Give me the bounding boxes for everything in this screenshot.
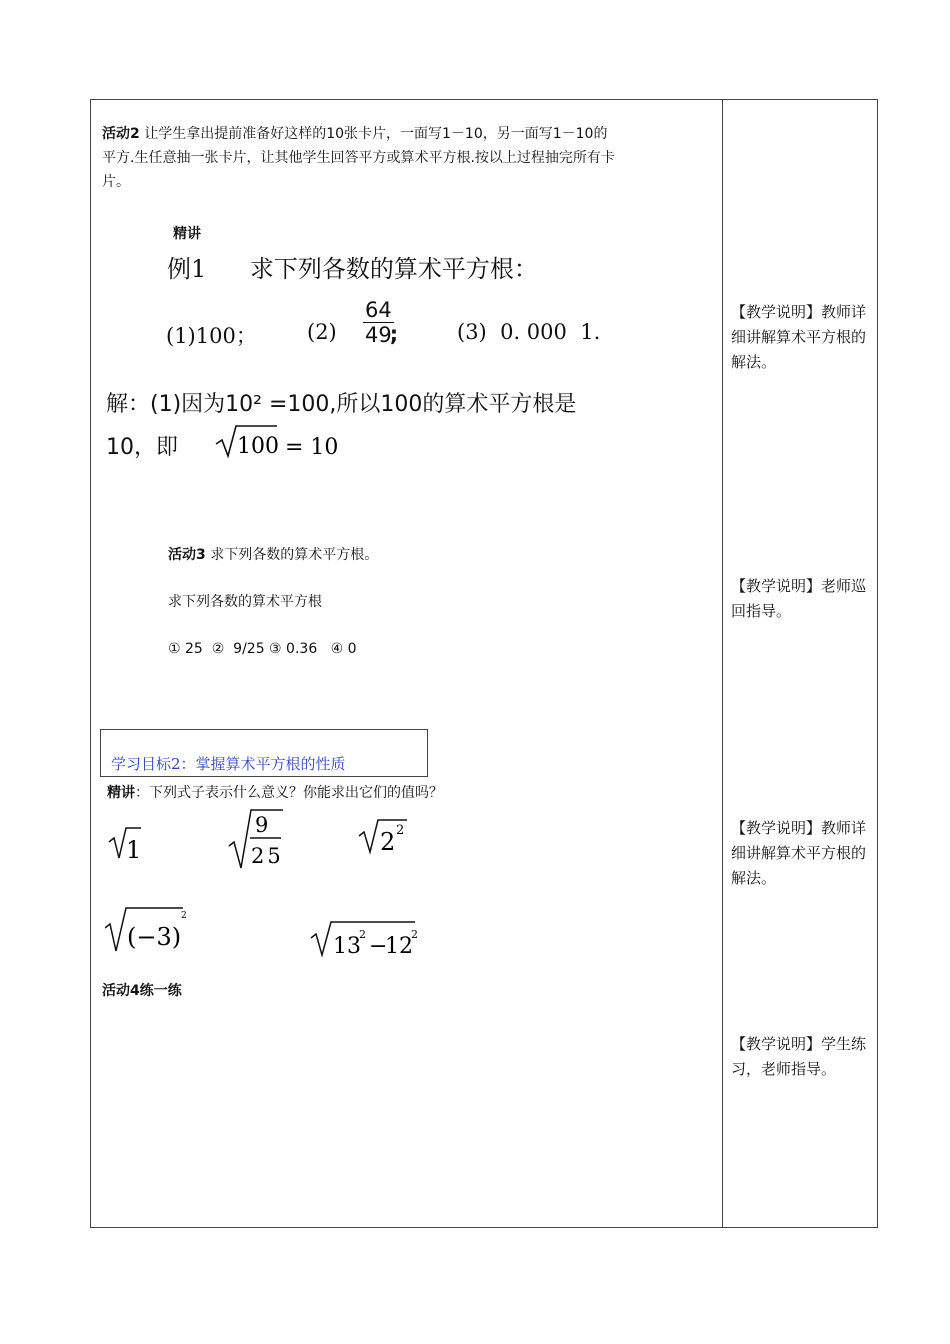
activity3-title-text: 求下列各数的算术平方根。 [205,547,379,563]
lecture2-label: 精讲 [107,785,135,801]
expr-sqrt-1 [109,828,141,864]
learning-goal-box [100,729,428,777]
expr-sqrt-13sq-minus-12sq [311,922,418,959]
lecture1-label: 精讲 [173,226,201,242]
example-title [167,249,538,284]
example-item-2-label: (2) [307,320,337,344]
svg-text:2: 2 [396,823,405,838]
svg-text:2: 2 [181,911,187,921]
sqrt-100-equation [213,422,343,462]
activity3-title [168,543,378,567]
radicand: 100 [237,434,279,459]
example-prompt: 求下列各数的算术平方根： [249,255,538,283]
activity2-line1 [102,122,717,146]
radical-expressions [105,808,705,968]
lesson-table [90,99,878,1228]
teaching-note-3: 【教学说明】教师详细讲解算术平方根的解法。 [731,819,867,887]
teaching-note-2: 【教学说明】老师巡回指导。 [731,577,867,620]
activity3-label: 活动3 [168,547,206,563]
activity4-label: 活动4练一练 [102,983,182,999]
svg-text:−: − [369,934,388,959]
learning-goal-text: 学习目标2：掌握算术平方根的性质 [111,755,346,773]
expr-sqrt-9-25 [229,810,284,868]
solution-line-2 [106,430,178,461]
svg-text:(−3): (−3) [127,923,182,951]
activity2-line2: 平方.生任意抽一张卡片，让其他学生回答平方或算术平方根.按以上过程抽完所有卡 [102,150,615,166]
svg-text:25: 25 [251,844,284,868]
svg-text:2: 2 [359,928,366,941]
main-column [91,100,722,1227]
activity2-label: 活动2 [102,126,140,142]
example-item-2-fraction [363,298,398,347]
activity2-line3: 片。 [102,174,130,190]
activity3-subtitle: 求下列各数的算术平方根 [168,594,322,610]
example-number: 例1 [167,255,207,283]
activity2-text-1: 让学生拿出提前准备好这样的10张卡片，一面写1－10，另一面写1－10的 [139,126,608,142]
fraction-numerator: 64 [365,298,392,322]
equation-rhs: = 10 [285,435,339,460]
fraction-separator: ; [389,321,399,346]
teaching-note-4: 【教学说明】学生练习，老师指导。 [731,1035,867,1078]
lecture2-question [107,781,443,805]
teaching-notes-column [723,100,877,1227]
expr-sqrt-neg3-squared [105,908,187,951]
svg-text:9: 9 [255,813,269,837]
activity3-items: ① 25 ② 9/25 ③ 0.36 ④ 0 [168,641,357,657]
example-item-3: (3) 0. 000 1. [457,320,601,344]
svg-text:12: 12 [385,934,413,959]
svg-text:1: 1 [126,836,142,864]
svg-text:2: 2 [411,928,418,941]
fraction-denominator: 49 [365,323,392,347]
lecture2-question-text: ：下列式子表示什么意义？你能求出它们的值吗？ [135,785,443,801]
activity2-block [102,122,717,194]
svg-text:2: 2 [380,828,396,856]
teaching-note-1: 【教学说明】教师详细讲解算术平方根的解法。 [731,303,867,371]
solution-line-1: 解：(1)因为10² =100,所以100的算术平方根是 [106,392,577,417]
example-item-1: (1)100； [166,324,257,348]
solution-prefix: 10，即 [106,435,178,460]
expr-sqrt-2-squared [359,820,407,856]
svg-text:13: 13 [333,934,361,959]
